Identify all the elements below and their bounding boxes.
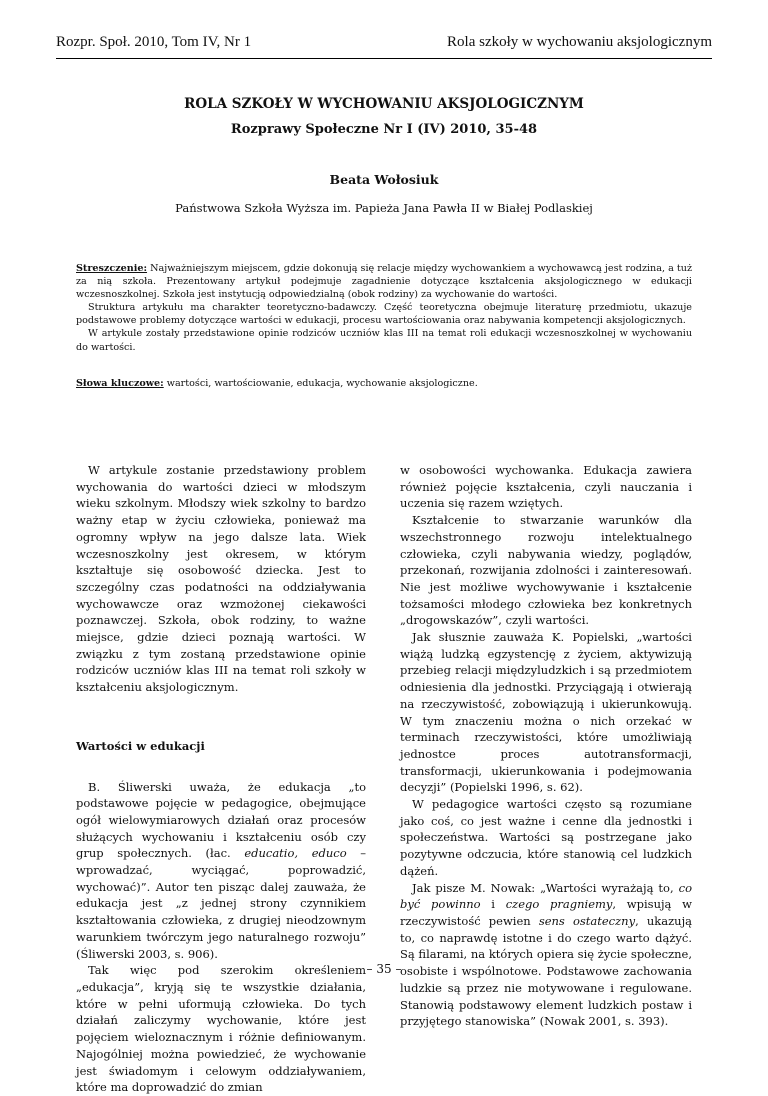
body-paragraph: w osobowości wychowanka. Edukacja zawiera również pojęcie kształcenia, czyli nauczania i uczenia się razem wziętych. xyxy=(400,463,692,511)
running-header xyxy=(56,28,712,56)
italic-text: co być powinno xyxy=(400,880,692,912)
body-paragraph: W pedagogice wartości często są rozumiane jako coś, co jest ważne i cenne dla jednostki i społeczeństwa. Wartości są postrzegane jako pozytywne odczucia, które stanowią cel ludzkich dążeń. xyxy=(400,797,692,878)
article-title: ROLA SZKOŁY W WYCHOWANIU AKSJOLOGICZNYM xyxy=(184,96,584,112)
body-paragraph: Jak słusznie zauważa K. Popielski, „wartości wiążą ludzką egzystencję z życiem, aktywizują przebieg relacji międzyludzkich i są przedmiotem odniesienia dla jednostki. Przyciągają i otwierają na rzeczywistość, zobowiązują i ukierunkowują. W tym znaczeniu można o nich orzekać w terminach rzeczywistości, które umożliwiają jednostce proces autotransformacji, transformacji, ukierunkowania i podejmowania decyzji” (Popielski 1996, s. 62). xyxy=(400,630,692,795)
italic-text: sens ostateczny xyxy=(538,913,636,928)
section-heading: Wartości w edukacji xyxy=(76,738,205,753)
header-rule xyxy=(56,58,712,59)
article-citation: Rozprawy Społeczne Nr I (IV) 2010, 35-48 xyxy=(230,122,538,137)
author-affiliation: Państwowa Szkoła Wyższa im. Papieża Jana Pawła II w Białej Podlaskiej xyxy=(175,201,593,215)
left-column xyxy=(76,462,366,1096)
author-name: Beata Wołosiuk xyxy=(329,172,439,187)
text-run: B. Śliwerski uważa, że edukacja „to podstawowe pojęcie w pedagogice, obejmujące ogół wielowymiarowych działań oraz procesów służących wychowaniu i kształceniu osób czy grup społecznych. (łac. xyxy=(76,779,366,861)
right-column xyxy=(400,462,692,1030)
abstract-label: Streszczenie: xyxy=(76,263,148,274)
abstract-paragraph xyxy=(76,262,692,301)
italic-text: czego pragniemy xyxy=(505,897,613,912)
text-run: , wpisują w rzeczywistość pewien xyxy=(400,897,692,928)
abstract-paragraph: W artykule zostały przedstawione opinie rodziców uczniów klas III na temat roli edukacji wczesnoszkolnej w wychowaniu do wartości. xyxy=(76,328,692,353)
keywords-text: wartości, wartościowanie, edukacja, wychowanie aksjologiczne. xyxy=(163,378,478,389)
body-paragraph: W artykule zostanie przedstawiony problem wychowania do wartości dzieci w młodszym wieku szkolnym. Młodszy wiek szkolny to bardzo ważny etap w życiu człowieka, ponieważ ma ogromny wpływ na jego dalsze lata. Wiek wczesnoszkolny jest okresem, w którym kształtuje się osobowość dziecka. Jest to szczególny czas podatności na oddziaływania wychowawcze oraz wzmożonej ciekawości poznawczej. Szkoła, obok rodziny, to ważne miejsce, gdzie dzieci poznają wartości. W związku z tym zostaną przedstawione opinie rodziców uczniów klas III na temat roli szkoły w kształceniu aksjologicznym. xyxy=(76,463,366,695)
abstract-text: Najważniejszym miejscem, gdzie dokonują się relacje między wychowankiem a wychowawcą jest rodzina, a tuż za nią szkoła. Prezentowany artykuł podejmuje zagadnienie dotyczące kształcenia aksjologicznego w edukacji wczesnoszkolnej. Szkoła jest instytucją odpowiedzialną (obok rodziny) za wychowanie do wartości. xyxy=(76,263,692,301)
body-paragraph: Tak więc pod szerokim określeniem „edukacja”, kryją się te wszystkie działania, które w pełni uformują człowieka. Do tych działań zaliczymy wychowanie, które jest pojęciem wieloznacznym i różnie definiowanym. Najogólniej można powiedzieć, że wychowanie jest świadomym i celowym oddziaływaniem, które ma doprowadzić do zmian xyxy=(76,963,366,1095)
body-paragraph xyxy=(400,880,692,1030)
body-paragraph: Kształcenie to stwarzanie warunków dla wszechstronnego rozwoju intelektualnego człowieka, czyli nabywania wiedzy, poglądów, przekonań, rozwijania zdolności i zainteresowań. Nie jest możliwe wychowywanie i kształcenie tożsamości młodego człowieka bez konkretnych „drogowskazów”, czyli wartości. xyxy=(400,513,692,628)
text-run: – wprowadzać, wyciągać, poprowadzić, wychować)”. Autor ten pisząc dalej zauważa, że edukacja jest „z jednej strony czynnikiem kształtowania człowieka, z drugiej nieodzownym warunkiem twórczym jego naturalnego rozwoju” (Śliwerski 2003, s. 906). xyxy=(76,846,367,961)
text-run: i xyxy=(480,897,506,912)
text-run: Jak pisze M. Nowak: „Wartości wyrażają to, xyxy=(412,880,679,895)
running-title: Rola szkoły w wychowaniu aksjologicznym xyxy=(447,34,712,50)
body-paragraph xyxy=(76,779,366,963)
page-number: – 35 – xyxy=(366,962,402,976)
keywords-label: Słowa kluczowe: xyxy=(76,378,164,389)
text-run: , ukazują to, co naprawdę istotne i do czego warto dążyć. Są filarami, na których opiera się życie społeczne, osobiste i wspólnotowe. Podstawowe zachowania ludzkie są przez nie motywowane i regulowane. Stanowią podstawowy element ludzkich postaw i przyjętego stanowiska” (Nowak 2001, s. 393). xyxy=(400,913,692,1029)
abstract-paragraph: Struktura artykułu ma charakter teoretyczno-badawczy. Część teoretyczna obejmuje literaturę przedmiotu, ukazuje podstawowe problemy dotyczące wartości w edukacji, procesu wartościowania oraz nabywania kompetencji aksjologicznych. xyxy=(76,302,692,327)
italic-text: educatio, educo xyxy=(244,846,347,861)
abstract xyxy=(76,262,692,354)
keywords xyxy=(76,377,692,390)
journal-reference: Rozpr. Społ. 2010, Tom IV, Nr 1 xyxy=(56,34,252,50)
